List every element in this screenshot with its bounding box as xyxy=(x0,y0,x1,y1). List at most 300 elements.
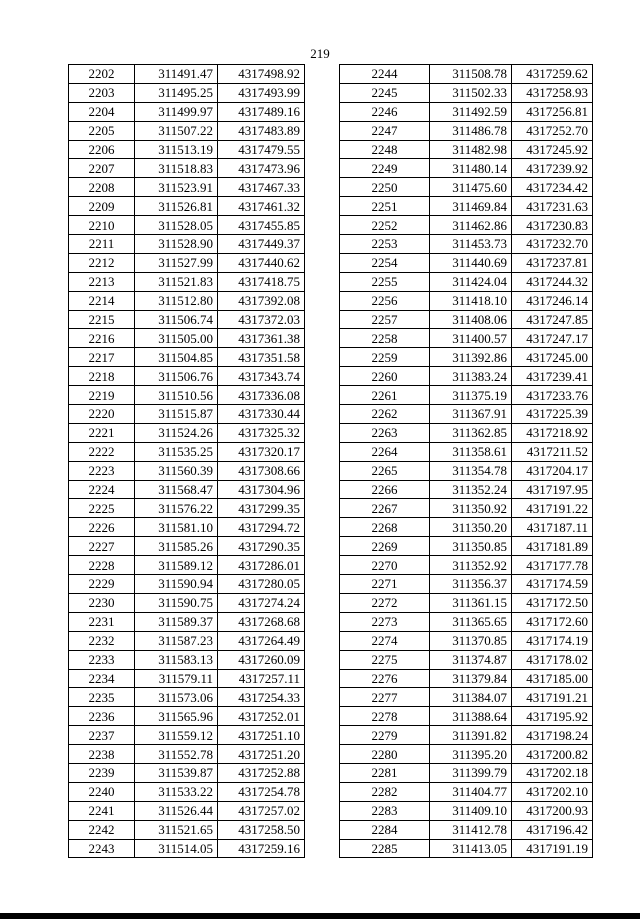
table-row xyxy=(340,102,593,121)
y-coordinate-cell: 4317254.78 xyxy=(218,782,305,801)
y-coordinate-cell: 4317252.88 xyxy=(218,763,305,782)
table-row xyxy=(340,235,593,254)
point-number-cell: 2242 xyxy=(69,820,135,839)
x-coordinate-cell: 311495.25 xyxy=(135,83,218,102)
point-number-cell: 2243 xyxy=(69,839,135,858)
table-row xyxy=(69,612,305,631)
x-coordinate-cell: 311508.78 xyxy=(430,65,512,84)
point-number-cell: 2249 xyxy=(340,159,430,178)
point-number-cell: 2219 xyxy=(69,386,135,405)
table-row xyxy=(340,782,593,801)
point-number-cell: 2273 xyxy=(340,612,430,631)
point-number-cell: 2251 xyxy=(340,197,430,216)
point-number-cell: 2224 xyxy=(69,480,135,499)
x-coordinate-cell: 311499.97 xyxy=(135,102,218,121)
y-coordinate-cell: 4317200.93 xyxy=(512,801,593,820)
point-number-cell: 2244 xyxy=(340,65,430,84)
x-coordinate-cell: 311352.92 xyxy=(430,556,512,575)
table-row xyxy=(69,310,305,329)
table-row xyxy=(69,197,305,216)
point-number-cell: 2228 xyxy=(69,556,135,575)
table-row xyxy=(69,518,305,537)
table-row xyxy=(340,405,593,424)
x-coordinate-cell: 311535.25 xyxy=(135,442,218,461)
table-row xyxy=(340,726,593,745)
y-coordinate-cell: 4317489.16 xyxy=(218,102,305,121)
x-coordinate-cell: 311391.82 xyxy=(430,726,512,745)
point-number-cell: 2229 xyxy=(69,575,135,594)
x-coordinate-cell: 311469.84 xyxy=(430,197,512,216)
point-number-cell: 2230 xyxy=(69,593,135,612)
point-number-cell: 2279 xyxy=(340,726,430,745)
y-coordinate-cell: 4317195.92 xyxy=(512,707,593,726)
table-row xyxy=(69,159,305,178)
y-coordinate-cell: 4317251.10 xyxy=(218,726,305,745)
y-coordinate-cell: 4317245.92 xyxy=(512,140,593,159)
point-number-cell: 2214 xyxy=(69,291,135,310)
x-coordinate-cell: 311528.05 xyxy=(135,216,218,235)
x-coordinate-cell: 311418.10 xyxy=(430,291,512,310)
x-coordinate-cell: 311384.07 xyxy=(430,688,512,707)
x-coordinate-cell: 311583.13 xyxy=(135,650,218,669)
table-row xyxy=(69,442,305,461)
x-coordinate-cell: 311521.83 xyxy=(135,272,218,291)
x-coordinate-cell: 311365.65 xyxy=(430,612,512,631)
point-number-cell: 2202 xyxy=(69,65,135,84)
table-row xyxy=(69,102,305,121)
y-coordinate-cell: 4317225.39 xyxy=(512,405,593,424)
table-row xyxy=(340,631,593,650)
point-number-cell: 2239 xyxy=(69,763,135,782)
x-coordinate-cell: 311527.99 xyxy=(135,253,218,272)
table-row xyxy=(69,499,305,518)
point-number-cell: 2236 xyxy=(69,707,135,726)
y-coordinate-cell: 4317181.89 xyxy=(512,537,593,556)
table-row xyxy=(69,83,305,102)
x-coordinate-cell: 311512.80 xyxy=(135,291,218,310)
point-number-cell: 2278 xyxy=(340,707,430,726)
y-coordinate-cell: 4317172.60 xyxy=(512,612,593,631)
coordinate-table-right xyxy=(339,64,593,858)
y-coordinate-cell: 4317493.99 xyxy=(218,83,305,102)
x-coordinate-cell: 311568.47 xyxy=(135,480,218,499)
table-row xyxy=(69,291,305,310)
x-coordinate-cell: 311392.86 xyxy=(430,348,512,367)
table-row xyxy=(340,291,593,310)
coordinate-table-left xyxy=(68,64,305,858)
point-number-cell: 2208 xyxy=(69,178,135,197)
point-number-cell: 2262 xyxy=(340,405,430,424)
point-number-cell: 2238 xyxy=(69,745,135,764)
table-row xyxy=(69,253,305,272)
x-coordinate-cell: 311356.37 xyxy=(430,575,512,594)
point-number-cell: 2221 xyxy=(69,423,135,442)
x-coordinate-cell: 311559.12 xyxy=(135,726,218,745)
y-coordinate-cell: 4317239.41 xyxy=(512,367,593,386)
point-number-cell: 2213 xyxy=(69,272,135,291)
y-coordinate-cell: 4317330.44 xyxy=(218,405,305,424)
y-coordinate-cell: 4317246.14 xyxy=(512,291,593,310)
table-row xyxy=(69,329,305,348)
y-coordinate-cell: 4317234.42 xyxy=(512,178,593,197)
table-row xyxy=(340,83,593,102)
y-coordinate-cell: 4317233.76 xyxy=(512,386,593,405)
y-coordinate-cell: 4317392.08 xyxy=(218,291,305,310)
point-number-cell: 2212 xyxy=(69,253,135,272)
y-coordinate-cell: 4317455.85 xyxy=(218,216,305,235)
x-coordinate-cell: 311409.10 xyxy=(430,801,512,820)
x-coordinate-cell: 311486.78 xyxy=(430,121,512,140)
x-coordinate-cell: 311585.26 xyxy=(135,537,218,556)
table-row xyxy=(340,688,593,707)
point-number-cell: 2207 xyxy=(69,159,135,178)
y-coordinate-cell: 4317174.19 xyxy=(512,631,593,650)
table-row xyxy=(340,650,593,669)
y-coordinate-cell: 4317449.37 xyxy=(218,235,305,254)
table-row xyxy=(69,423,305,442)
point-number-cell: 2215 xyxy=(69,310,135,329)
y-coordinate-cell: 4317200.82 xyxy=(512,745,593,764)
table-row xyxy=(69,650,305,669)
point-number-cell: 2265 xyxy=(340,461,430,480)
table-row xyxy=(340,272,593,291)
table-row xyxy=(69,839,305,858)
x-coordinate-cell: 311524.26 xyxy=(135,423,218,442)
point-number-cell: 2226 xyxy=(69,518,135,537)
table-row xyxy=(340,253,593,272)
page-number: 219 xyxy=(310,46,330,61)
point-number-cell: 2204 xyxy=(69,102,135,121)
x-coordinate-cell: 311491.47 xyxy=(135,65,218,84)
point-number-cell: 2232 xyxy=(69,631,135,650)
y-coordinate-cell: 4317252.01 xyxy=(218,707,305,726)
y-coordinate-cell: 4317237.81 xyxy=(512,253,593,272)
table-row xyxy=(69,537,305,556)
x-coordinate-cell: 311482.98 xyxy=(430,140,512,159)
table-row xyxy=(69,216,305,235)
table-row xyxy=(340,839,593,858)
point-number-cell: 2227 xyxy=(69,537,135,556)
point-number-cell: 2269 xyxy=(340,537,430,556)
table-row xyxy=(69,480,305,499)
x-coordinate-cell: 311399.79 xyxy=(430,763,512,782)
point-number-cell: 2241 xyxy=(69,801,135,820)
y-coordinate-cell: 4317197.95 xyxy=(512,480,593,499)
point-number-cell: 2261 xyxy=(340,386,430,405)
x-coordinate-cell: 311515.87 xyxy=(135,405,218,424)
point-number-cell: 2211 xyxy=(69,235,135,254)
x-coordinate-cell: 311400.57 xyxy=(430,329,512,348)
point-number-cell: 2231 xyxy=(69,612,135,631)
x-coordinate-cell: 311453.73 xyxy=(430,235,512,254)
y-coordinate-cell: 4317172.50 xyxy=(512,593,593,612)
y-coordinate-cell: 4317361.38 xyxy=(218,329,305,348)
x-coordinate-cell: 311552.78 xyxy=(135,745,218,764)
y-coordinate-cell: 4317247.85 xyxy=(512,310,593,329)
x-coordinate-cell: 311361.15 xyxy=(430,593,512,612)
y-coordinate-cell: 4317251.20 xyxy=(218,745,305,764)
point-number-cell: 2233 xyxy=(69,650,135,669)
y-coordinate-cell: 4317483.89 xyxy=(218,121,305,140)
y-coordinate-cell: 4317351.58 xyxy=(218,348,305,367)
table-row xyxy=(340,310,593,329)
y-coordinate-cell: 4317218.92 xyxy=(512,423,593,442)
x-coordinate-cell: 311590.75 xyxy=(135,593,218,612)
point-number-cell: 2277 xyxy=(340,688,430,707)
point-number-cell: 2263 xyxy=(340,423,430,442)
x-coordinate-cell: 311412.78 xyxy=(430,820,512,839)
table-row xyxy=(69,745,305,764)
x-coordinate-cell: 311492.59 xyxy=(430,102,512,121)
table-row xyxy=(340,178,593,197)
table-row xyxy=(340,745,593,764)
point-number-cell: 2260 xyxy=(340,367,430,386)
table-row xyxy=(340,593,593,612)
y-coordinate-cell: 4317290.35 xyxy=(218,537,305,556)
y-coordinate-cell: 4317191.19 xyxy=(512,839,593,858)
y-coordinate-cell: 4317343.74 xyxy=(218,367,305,386)
point-number-cell: 2222 xyxy=(69,442,135,461)
point-number-cell: 2248 xyxy=(340,140,430,159)
point-number-cell: 2206 xyxy=(69,140,135,159)
x-coordinate-cell: 311526.81 xyxy=(135,197,218,216)
x-coordinate-cell: 311513.19 xyxy=(135,140,218,159)
point-number-cell: 2210 xyxy=(69,216,135,235)
x-coordinate-cell: 311514.05 xyxy=(135,839,218,858)
y-coordinate-cell: 4317204.17 xyxy=(512,461,593,480)
table-row xyxy=(340,216,593,235)
scan-bottom-edge xyxy=(0,913,640,919)
table-row xyxy=(340,518,593,537)
point-number-cell: 2203 xyxy=(69,83,135,102)
y-coordinate-cell: 4317325.32 xyxy=(218,423,305,442)
table-row xyxy=(69,272,305,291)
point-number-cell: 2276 xyxy=(340,669,430,688)
y-coordinate-cell: 4317260.09 xyxy=(218,650,305,669)
point-number-cell: 2252 xyxy=(340,216,430,235)
point-number-cell: 2259 xyxy=(340,348,430,367)
y-coordinate-cell: 4317231.63 xyxy=(512,197,593,216)
x-coordinate-cell: 311589.37 xyxy=(135,612,218,631)
y-coordinate-cell: 4317467.33 xyxy=(218,178,305,197)
x-coordinate-cell: 311350.20 xyxy=(430,518,512,537)
point-number-cell: 2225 xyxy=(69,499,135,518)
x-coordinate-cell: 311507.22 xyxy=(135,121,218,140)
x-coordinate-cell: 311404.77 xyxy=(430,782,512,801)
x-coordinate-cell: 311475.60 xyxy=(430,178,512,197)
table-row xyxy=(340,612,593,631)
x-coordinate-cell: 311480.14 xyxy=(430,159,512,178)
table-row xyxy=(340,197,593,216)
point-number-cell: 2264 xyxy=(340,442,430,461)
point-number-cell: 2274 xyxy=(340,631,430,650)
point-number-cell: 2235 xyxy=(69,688,135,707)
y-coordinate-cell: 4317372.03 xyxy=(218,310,305,329)
x-coordinate-cell: 311395.20 xyxy=(430,745,512,764)
x-coordinate-cell: 311375.19 xyxy=(430,386,512,405)
y-coordinate-cell: 4317274.24 xyxy=(218,593,305,612)
y-coordinate-cell: 4317259.62 xyxy=(512,65,593,84)
point-number-cell: 2258 xyxy=(340,329,430,348)
y-coordinate-cell: 4317185.00 xyxy=(512,669,593,688)
table-row xyxy=(340,65,593,84)
y-coordinate-cell: 4317239.92 xyxy=(512,159,593,178)
table-row xyxy=(69,140,305,159)
point-number-cell: 2205 xyxy=(69,121,135,140)
table-row xyxy=(69,386,305,405)
y-coordinate-cell: 4317211.52 xyxy=(512,442,593,461)
point-number-cell: 2275 xyxy=(340,650,430,669)
y-coordinate-cell: 4317299.35 xyxy=(218,499,305,518)
point-number-cell: 2282 xyxy=(340,782,430,801)
point-number-cell: 2268 xyxy=(340,518,430,537)
x-coordinate-cell: 311573.06 xyxy=(135,688,218,707)
point-number-cell: 2284 xyxy=(340,820,430,839)
y-coordinate-cell: 4317264.49 xyxy=(218,631,305,650)
table-row xyxy=(69,367,305,386)
y-coordinate-cell: 4317320.17 xyxy=(218,442,305,461)
point-number-cell: 2272 xyxy=(340,593,430,612)
table-row xyxy=(340,763,593,782)
y-coordinate-cell: 4317256.81 xyxy=(512,102,593,121)
x-coordinate-cell: 311424.04 xyxy=(430,272,512,291)
y-coordinate-cell: 4317336.08 xyxy=(218,386,305,405)
y-coordinate-cell: 4317178.02 xyxy=(512,650,593,669)
y-coordinate-cell: 4317252.70 xyxy=(512,121,593,140)
x-coordinate-cell: 311579.11 xyxy=(135,669,218,688)
y-coordinate-cell: 4317174.59 xyxy=(512,575,593,594)
table-row xyxy=(340,820,593,839)
table-row xyxy=(340,461,593,480)
point-number-cell: 2253 xyxy=(340,235,430,254)
y-coordinate-cell: 4317232.70 xyxy=(512,235,593,254)
x-coordinate-cell: 311379.84 xyxy=(430,669,512,688)
point-number-cell: 2281 xyxy=(340,763,430,782)
y-coordinate-cell: 4317202.10 xyxy=(512,782,593,801)
table-row xyxy=(69,461,305,480)
table-row xyxy=(340,348,593,367)
x-coordinate-cell: 311352.24 xyxy=(430,480,512,499)
y-coordinate-cell: 4317187.11 xyxy=(512,518,593,537)
table-row xyxy=(69,801,305,820)
y-coordinate-cell: 4317191.21 xyxy=(512,688,593,707)
y-coordinate-cell: 4317230.83 xyxy=(512,216,593,235)
table-row xyxy=(69,575,305,594)
x-coordinate-cell: 311506.74 xyxy=(135,310,218,329)
y-coordinate-cell: 4317196.42 xyxy=(512,820,593,839)
x-coordinate-cell: 311408.06 xyxy=(430,310,512,329)
x-coordinate-cell: 311413.05 xyxy=(430,839,512,858)
x-coordinate-cell: 311581.10 xyxy=(135,518,218,537)
x-coordinate-cell: 311565.96 xyxy=(135,707,218,726)
point-number-cell: 2255 xyxy=(340,272,430,291)
point-number-cell: 2280 xyxy=(340,745,430,764)
table-row xyxy=(340,329,593,348)
point-number-cell: 2283 xyxy=(340,801,430,820)
table-row xyxy=(69,405,305,424)
point-number-cell: 2223 xyxy=(69,461,135,480)
y-coordinate-cell: 4317191.22 xyxy=(512,499,593,518)
table-row xyxy=(69,726,305,745)
table-row xyxy=(340,575,593,594)
x-coordinate-cell: 311367.91 xyxy=(430,405,512,424)
x-coordinate-cell: 311526.44 xyxy=(135,801,218,820)
table-row xyxy=(340,499,593,518)
table-row xyxy=(340,121,593,140)
x-coordinate-cell: 311587.23 xyxy=(135,631,218,650)
y-coordinate-cell: 4317202.18 xyxy=(512,763,593,782)
y-coordinate-cell: 4317479.55 xyxy=(218,140,305,159)
table-row xyxy=(69,688,305,707)
y-coordinate-cell: 4317473.96 xyxy=(218,159,305,178)
point-number-cell: 2266 xyxy=(340,480,430,499)
y-coordinate-cell: 4317247.17 xyxy=(512,329,593,348)
y-coordinate-cell: 4317257.11 xyxy=(218,669,305,688)
y-coordinate-cell: 4317244.32 xyxy=(512,272,593,291)
table-row xyxy=(340,537,593,556)
x-coordinate-cell: 311362.85 xyxy=(430,423,512,442)
point-number-cell: 2217 xyxy=(69,348,135,367)
x-coordinate-cell: 311523.91 xyxy=(135,178,218,197)
x-coordinate-cell: 311576.22 xyxy=(135,499,218,518)
point-number-cell: 2247 xyxy=(340,121,430,140)
point-number-cell: 2246 xyxy=(340,102,430,121)
y-coordinate-cell: 4317418.75 xyxy=(218,272,305,291)
x-coordinate-cell: 311590.94 xyxy=(135,575,218,594)
point-number-cell: 2257 xyxy=(340,310,430,329)
y-coordinate-cell: 4317268.68 xyxy=(218,612,305,631)
y-coordinate-cell: 4317259.16 xyxy=(218,839,305,858)
y-coordinate-cell: 4317198.24 xyxy=(512,726,593,745)
table-row xyxy=(340,801,593,820)
x-coordinate-cell: 311528.90 xyxy=(135,235,218,254)
point-number-cell: 2271 xyxy=(340,575,430,594)
x-coordinate-cell: 311518.83 xyxy=(135,159,218,178)
table-row xyxy=(69,763,305,782)
table-row xyxy=(69,178,305,197)
point-number-cell: 2256 xyxy=(340,291,430,310)
point-number-cell: 2216 xyxy=(69,329,135,348)
point-number-cell: 2240 xyxy=(69,782,135,801)
x-coordinate-cell: 311370.85 xyxy=(430,631,512,650)
x-coordinate-cell: 311589.12 xyxy=(135,556,218,575)
y-coordinate-cell: 4317177.78 xyxy=(512,556,593,575)
y-coordinate-cell: 4317461.32 xyxy=(218,197,305,216)
x-coordinate-cell: 311510.56 xyxy=(135,386,218,405)
x-coordinate-cell: 311560.39 xyxy=(135,461,218,480)
table-row xyxy=(340,140,593,159)
point-number-cell: 2234 xyxy=(69,669,135,688)
table-row xyxy=(340,556,593,575)
y-coordinate-cell: 4317254.33 xyxy=(218,688,305,707)
x-coordinate-cell: 311354.78 xyxy=(430,461,512,480)
y-coordinate-cell: 4317304.96 xyxy=(218,480,305,499)
point-number-cell: 2245 xyxy=(340,83,430,102)
table-row xyxy=(340,367,593,386)
table-row xyxy=(69,556,305,575)
table-row xyxy=(69,631,305,650)
x-coordinate-cell: 311462.86 xyxy=(430,216,512,235)
point-number-cell: 2220 xyxy=(69,405,135,424)
x-coordinate-cell: 311358.61 xyxy=(430,442,512,461)
x-coordinate-cell: 311504.85 xyxy=(135,348,218,367)
table-row xyxy=(69,820,305,839)
x-coordinate-cell: 311388.64 xyxy=(430,707,512,726)
table-row xyxy=(340,159,593,178)
point-number-cell: 2267 xyxy=(340,499,430,518)
y-coordinate-cell: 4317245.00 xyxy=(512,348,593,367)
x-coordinate-cell: 311440.69 xyxy=(430,253,512,272)
